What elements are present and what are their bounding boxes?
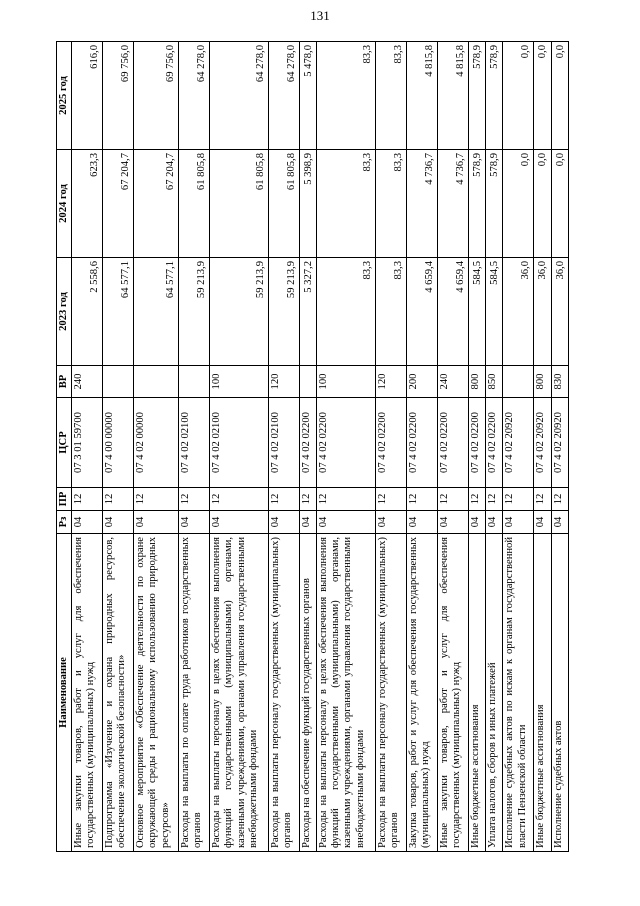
cell-vr: 800 (534, 366, 551, 398)
cell-pr: 12 (486, 488, 503, 511)
cell-vr: 800 (468, 366, 485, 398)
cell-csr: 07 4 02 02200 (486, 398, 503, 488)
cell-csr: 07 3 01 59700 (72, 398, 103, 488)
cell-2025: 64 278,0 (268, 42, 299, 150)
cell-pr: 12 (103, 488, 134, 511)
cell-pr: 12 (551, 488, 568, 511)
cell-2024: 83,3 (375, 150, 406, 258)
cell-2023: 2 558,6 (72, 258, 103, 366)
table-row (486, 42, 503, 852)
cell-2024: 623,3 (72, 150, 103, 258)
cell-2025: 64 278,0 (210, 42, 269, 150)
table-row (406, 42, 437, 852)
cell-2024: 61 805,8 (268, 150, 299, 258)
cell-name: Исполнение судебных актов (551, 534, 568, 852)
cell-2025: 578,9 (468, 42, 485, 150)
cell-rz: 04 (134, 511, 179, 534)
cell-pr: 12 (268, 488, 299, 511)
cell-name: Расходы на выплаты персоналу государственных (муниципальных) органов (375, 534, 406, 852)
table-row (72, 42, 103, 852)
table-row (299, 42, 316, 852)
table-body (72, 42, 569, 852)
cell-2025: 83,3 (375, 42, 406, 150)
cell-2023: 59 213,9 (268, 258, 299, 366)
cell-pr: 12 (134, 488, 179, 511)
cell-rz: 04 (503, 511, 534, 534)
cell-pr: 12 (534, 488, 551, 511)
table-row (134, 42, 179, 852)
cell-vr: 240 (437, 366, 468, 398)
table-row (534, 42, 551, 852)
cell-pr: 12 (406, 488, 437, 511)
cell-name: Расходы на выплаты персоналу в целях обеспечения выполнения функций государственными (муниципальными) органами, казенными учреждениями, органами управления государственными внебюджетными фондами (210, 534, 269, 852)
cell-2025: 0,0 (534, 42, 551, 150)
cell-vr (134, 366, 179, 398)
cell-2023: 36,0 (534, 258, 551, 366)
cell-vr: 200 (406, 366, 437, 398)
cell-csr: 07 4 02 02100 (210, 398, 269, 488)
header-2023: 2023 год (57, 258, 72, 366)
table-row (210, 42, 269, 852)
cell-rz: 04 (268, 511, 299, 534)
cell-vr: 100 (317, 366, 376, 398)
cell-vr: 120 (375, 366, 406, 398)
header-2024: 2024 год (57, 150, 72, 258)
cell-rz: 04 (406, 511, 437, 534)
cell-rz: 04 (299, 511, 316, 534)
cell-2025: 4 815,8 (406, 42, 437, 150)
cell-csr: 07 4 02 02100 (179, 398, 210, 488)
table-header-row (57, 42, 72, 852)
cell-pr: 12 (437, 488, 468, 511)
cell-rz: 04 (103, 511, 134, 534)
header-vr: ВР (57, 366, 72, 398)
header-csr: ЦСР (57, 398, 72, 488)
cell-vr: 850 (486, 366, 503, 398)
cell-2024: 578,9 (486, 150, 503, 258)
cell-name: Подпрограмма «Изучение и охрана природных ресурсов, обеспечение экологической безопасности» (103, 534, 134, 852)
cell-rz: 04 (375, 511, 406, 534)
cell-2024: 578,9 (468, 150, 485, 258)
cell-2025: 83,3 (317, 42, 376, 150)
cell-csr: 07 4 02 00000 (134, 398, 179, 488)
cell-2025: 0,0 (551, 42, 568, 150)
cell-rz: 04 (179, 511, 210, 534)
cell-2024: 0,0 (551, 150, 568, 258)
cell-pr: 12 (179, 488, 210, 511)
cell-name: Иные бюджетные ассигнования (534, 534, 551, 852)
cell-2023: 4 659,4 (437, 258, 468, 366)
cell-2023: 64 577,1 (134, 258, 179, 366)
cell-csr: 07 4 02 02200 (317, 398, 376, 488)
cell-csr: 07 4 02 02200 (468, 398, 485, 488)
table-row (317, 42, 376, 852)
cell-pr: 12 (503, 488, 534, 511)
cell-rz: 04 (72, 511, 103, 534)
cell-pr: 12 (375, 488, 406, 511)
cell-2025: 5 478,0 (299, 42, 316, 150)
table-row (103, 42, 134, 852)
cell-csr: 07 4 02 02200 (437, 398, 468, 488)
cell-2023: 83,3 (375, 258, 406, 366)
cell-name: Расходы на выплаты по оплате труда работников государственных органов (179, 534, 210, 852)
cell-rz: 04 (468, 511, 485, 534)
budget-table (56, 41, 569, 852)
cell-2024: 67 204,7 (103, 150, 134, 258)
cell-pr: 12 (72, 488, 103, 511)
cell-2023: 36,0 (551, 258, 568, 366)
cell-name: Закупка товаров, работ и услуг для обеспечения государственных (муниципальных) нужд (406, 534, 437, 852)
header-rz: Рз (57, 511, 72, 534)
cell-csr: 07 4 00 00000 (103, 398, 134, 488)
cell-vr (103, 366, 134, 398)
cell-2023: 59 213,9 (179, 258, 210, 366)
cell-2025: 616,0 (72, 42, 103, 150)
cell-csr: 07 4 02 02200 (299, 398, 316, 488)
table-row (268, 42, 299, 852)
table-row (375, 42, 406, 852)
cell-name: Иные закупки товаров, работ и услуг для обеспечения государственных (муниципальных) нужд (437, 534, 468, 852)
cell-2025: 69 756,0 (103, 42, 134, 150)
cell-vr (179, 366, 210, 398)
cell-pr: 12 (317, 488, 376, 511)
cell-2023: 64 577,1 (103, 258, 134, 366)
cell-csr: 07 4 02 20920 (551, 398, 568, 488)
cell-2024: 0,0 (503, 150, 534, 258)
cell-2023: 584,5 (468, 258, 485, 366)
cell-pr: 12 (468, 488, 485, 511)
cell-vr: 120 (268, 366, 299, 398)
header-name: Наименование (57, 534, 72, 852)
cell-2025: 64 278,0 (179, 42, 210, 150)
table-row (437, 42, 468, 852)
cell-vr: 830 (551, 366, 568, 398)
cell-name: Расходы на обеспечение функций государственных органов (299, 534, 316, 852)
cell-2024: 4 736,7 (406, 150, 437, 258)
cell-csr: 07 4 02 02200 (406, 398, 437, 488)
cell-2024: 67 204,7 (134, 150, 179, 258)
cell-rz: 04 (317, 511, 376, 534)
table-row (179, 42, 210, 852)
cell-pr: 12 (299, 488, 316, 511)
cell-rz: 04 (551, 511, 568, 534)
cell-2024: 83,3 (317, 150, 376, 258)
rotated-table-container (56, 42, 569, 852)
cell-vr: 100 (210, 366, 269, 398)
cell-name: Расходы на выплаты персоналу государственных (муниципальных) органов (268, 534, 299, 852)
cell-2023: 4 659,4 (406, 258, 437, 366)
cell-csr: 07 4 02 02100 (268, 398, 299, 488)
cell-vr (503, 366, 534, 398)
cell-rz: 04 (210, 511, 269, 534)
cell-2025: 4 815,8 (437, 42, 468, 150)
cell-csr: 07 4 02 20920 (503, 398, 534, 488)
cell-pr: 12 (210, 488, 269, 511)
cell-2024: 61 805,8 (179, 150, 210, 258)
cell-rz: 04 (437, 511, 468, 534)
cell-name: Иные закупки товаров, работ и услуг для обеспечения государственных (муниципальных) нужд (72, 534, 103, 852)
cell-2023: 36,0 (503, 258, 534, 366)
cell-2024: 61 805,8 (210, 150, 269, 258)
cell-2023: 83,3 (317, 258, 376, 366)
cell-rz: 04 (534, 511, 551, 534)
header-pr: ПР (57, 488, 72, 511)
cell-vr (299, 366, 316, 398)
cell-name: Уплата налогов, сборов и иных платежей (486, 534, 503, 852)
cell-2025: 69 756,0 (134, 42, 179, 150)
cell-2024: 4 736,7 (437, 150, 468, 258)
cell-2025: 578,9 (486, 42, 503, 150)
cell-rz: 04 (486, 511, 503, 534)
cell-2025: 0,0 (503, 42, 534, 150)
cell-2023: 5 327,2 (299, 258, 316, 366)
cell-name: Основное мероприятие «Обеспечение деятельности по охране окружающей среды и рациональному использованию природных ресурсов» (134, 534, 179, 852)
cell-name: Исполнение судебных актов по искам к органам государственной власти Пензенской области (503, 534, 534, 852)
page-number: 131 (310, 8, 330, 23)
cell-csr: 07 4 02 20920 (534, 398, 551, 488)
cell-2023: 584,5 (486, 258, 503, 366)
table-row (551, 42, 568, 852)
table-row (468, 42, 485, 852)
cell-2024: 5 398,9 (299, 150, 316, 258)
table-row (503, 42, 534, 852)
header-2025: 2025 год (57, 42, 72, 150)
cell-2024: 0,0 (534, 150, 551, 258)
cell-vr: 240 (72, 366, 103, 398)
cell-csr: 07 4 02 02200 (375, 398, 406, 488)
cell-name: Расходы на выплаты персоналу в целях обеспечения выполнения функций государственными (муниципальными) органами, казенными учреждениями, органами управления государственными внебюджетными фондами (317, 534, 376, 852)
cell-name: Иные бюджетные ассигнования (468, 534, 485, 852)
cell-2023: 59 213,9 (210, 258, 269, 366)
